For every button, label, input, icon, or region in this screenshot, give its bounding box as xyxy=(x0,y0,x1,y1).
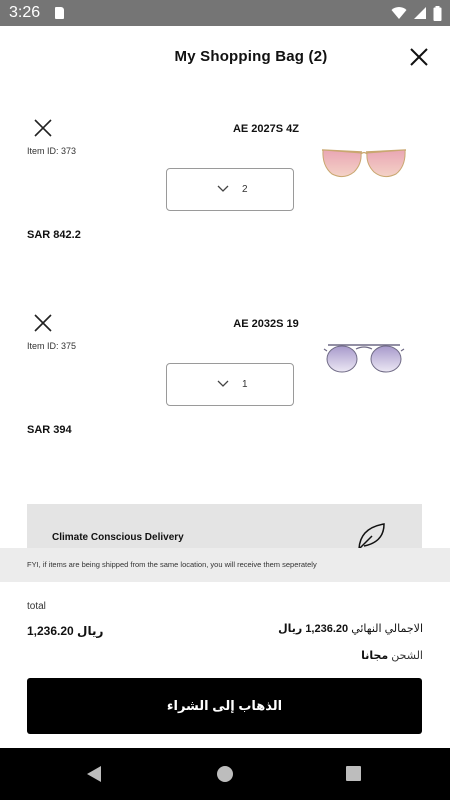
shipping-value: مجانا xyxy=(361,650,389,662)
status-time: 3:26 xyxy=(9,4,41,21)
product-image xyxy=(318,331,410,391)
chevron-down-icon xyxy=(217,380,229,388)
item-name: AE 2032S 19 xyxy=(233,318,299,330)
page-title: My Shopping Bag (2) xyxy=(174,48,328,65)
shipping-notice xyxy=(0,548,450,582)
final-total-row xyxy=(278,622,423,635)
product-image xyxy=(318,136,410,196)
item-name: AE 2027S 4Z xyxy=(232,123,300,135)
shipping-label: الشحن xyxy=(391,650,423,662)
quantity-value: 1 xyxy=(242,379,248,390)
system-nav-bar xyxy=(0,748,450,800)
home-icon[interactable] xyxy=(217,766,233,782)
shipping-notice-text: FYI, if items are being shipped from the same location, you will receive them seperately xyxy=(27,560,317,569)
order-summary xyxy=(0,590,450,680)
wifi-icon xyxy=(391,6,407,20)
final-total-value: 1,236.20 ريال xyxy=(278,623,349,635)
close-icon[interactable] xyxy=(410,48,428,66)
signal-icon xyxy=(413,6,427,20)
item-price: SAR 394 xyxy=(27,424,72,436)
chevron-down-icon xyxy=(217,185,229,193)
sd-card-icon xyxy=(55,7,64,19)
quantity-value: 2 xyxy=(242,184,248,195)
shipping-row xyxy=(361,649,423,662)
recents-icon[interactable] xyxy=(346,766,361,781)
cart-item xyxy=(0,313,450,453)
battery-icon xyxy=(433,6,442,21)
total-label: total xyxy=(27,601,46,612)
back-icon[interactable] xyxy=(87,766,101,782)
item-id: Item ID: 373 xyxy=(27,146,77,156)
remove-item-icon[interactable] xyxy=(33,313,53,333)
remove-item-icon[interactable] xyxy=(33,118,53,138)
checkout-button[interactable]: الذهاب إلى الشراء xyxy=(27,678,422,734)
quantity-select[interactable] xyxy=(166,168,294,211)
page-header xyxy=(0,26,450,88)
status-bar xyxy=(0,0,450,26)
item-id: Item ID: 375 xyxy=(27,341,77,351)
item-price: SAR 842.2 xyxy=(27,229,81,241)
final-total-label: الاجمالي النهائي xyxy=(351,623,423,635)
status-icons xyxy=(391,5,442,21)
total-value: 1,236.20 ريال xyxy=(27,624,104,638)
leaf-icon xyxy=(356,522,388,550)
quantity-select[interactable] xyxy=(166,363,294,406)
cart-item xyxy=(0,118,450,258)
climate-delivery-label: Climate Conscious Delivery xyxy=(52,532,184,543)
